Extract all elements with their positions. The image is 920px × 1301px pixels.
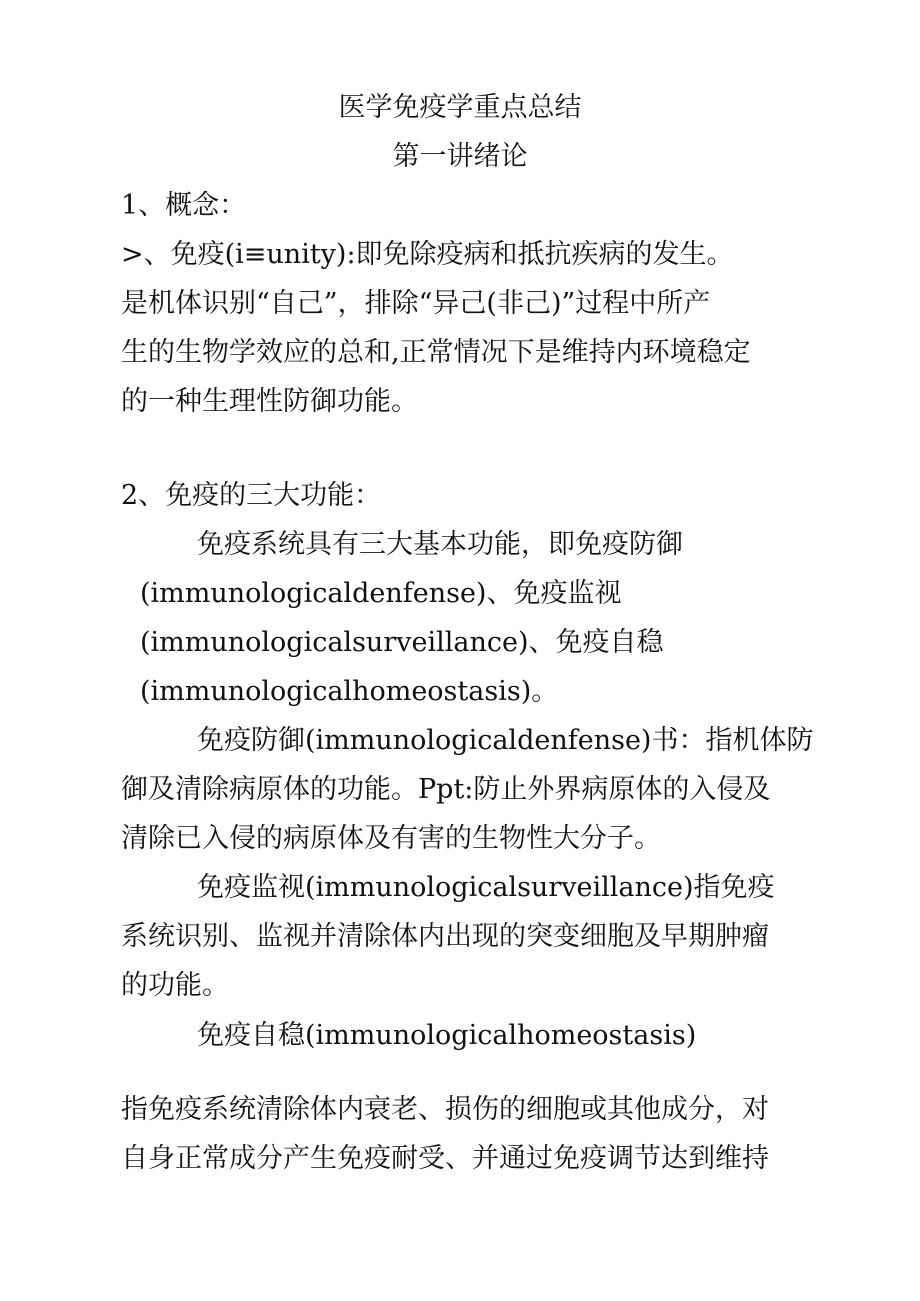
concept-line-1: >、免疫(i≡unity):即免除疫病和抵抗疾病的发生。 (121, 239, 734, 270)
defense-line-1: 免疫防御(immunologicaldenfense)书：指机体防 (197, 725, 814, 756)
surveillance-line-2: 系统识别、监视并清除体内出现的突变细胞及早期肿瘤 (121, 921, 769, 952)
functions-intro-line-2: (immunologicaldenfense)、免疫监视 (140, 578, 622, 609)
surveillance-line-3: 的功能。 (121, 970, 229, 1001)
section-2-heading: 2、免疫的三大功能： (121, 480, 382, 511)
concept-line-2: 是机体识别“自己”，排除“异己(非己)”过程中所产 (121, 288, 711, 319)
defense-line-2: 御及清除病原体的功能。Ppt:防止外界病原体的入侵及 (121, 774, 771, 805)
functions-intro-line-1: 免疫系统具有三大基本功能，即免疫防御 (197, 529, 683, 560)
document-title: 医学免疫学重点总结 (338, 92, 582, 123)
defense-line-3: 清除已入侵的病原体及有害的生物性大分子。 (121, 823, 661, 854)
homeostasis-line-2: 自身正常成分产生免疫耐受、并通过免疫调节达到维持 (121, 1143, 769, 1174)
document-subtitle: 第一讲绪论 (392, 141, 528, 172)
functions-intro-line-4: (immunologicalhomeostasis)。 (140, 676, 559, 707)
concept-line-3: 生的生物学效应的总和,正常情况下是维持内环境稳定 (121, 337, 751, 368)
concept-line-4: 的一种生理性防御功能。 (121, 386, 418, 417)
surveillance-line-1: 免疫监视(immunologicalsurveillance)指免疫 (197, 872, 775, 903)
homeostasis-line-1: 指免疫系统清除体内衰老、损伤的细胞或其他成分，对 (121, 1094, 769, 1125)
homeostasis-heading: 免疫自稳(immunologicalhomeostasis) (197, 1020, 697, 1051)
section-1-heading: 1、概念： (121, 190, 247, 221)
functions-intro-line-3: (immunologicalsurveillance)、免疫自稳 (140, 627, 664, 658)
